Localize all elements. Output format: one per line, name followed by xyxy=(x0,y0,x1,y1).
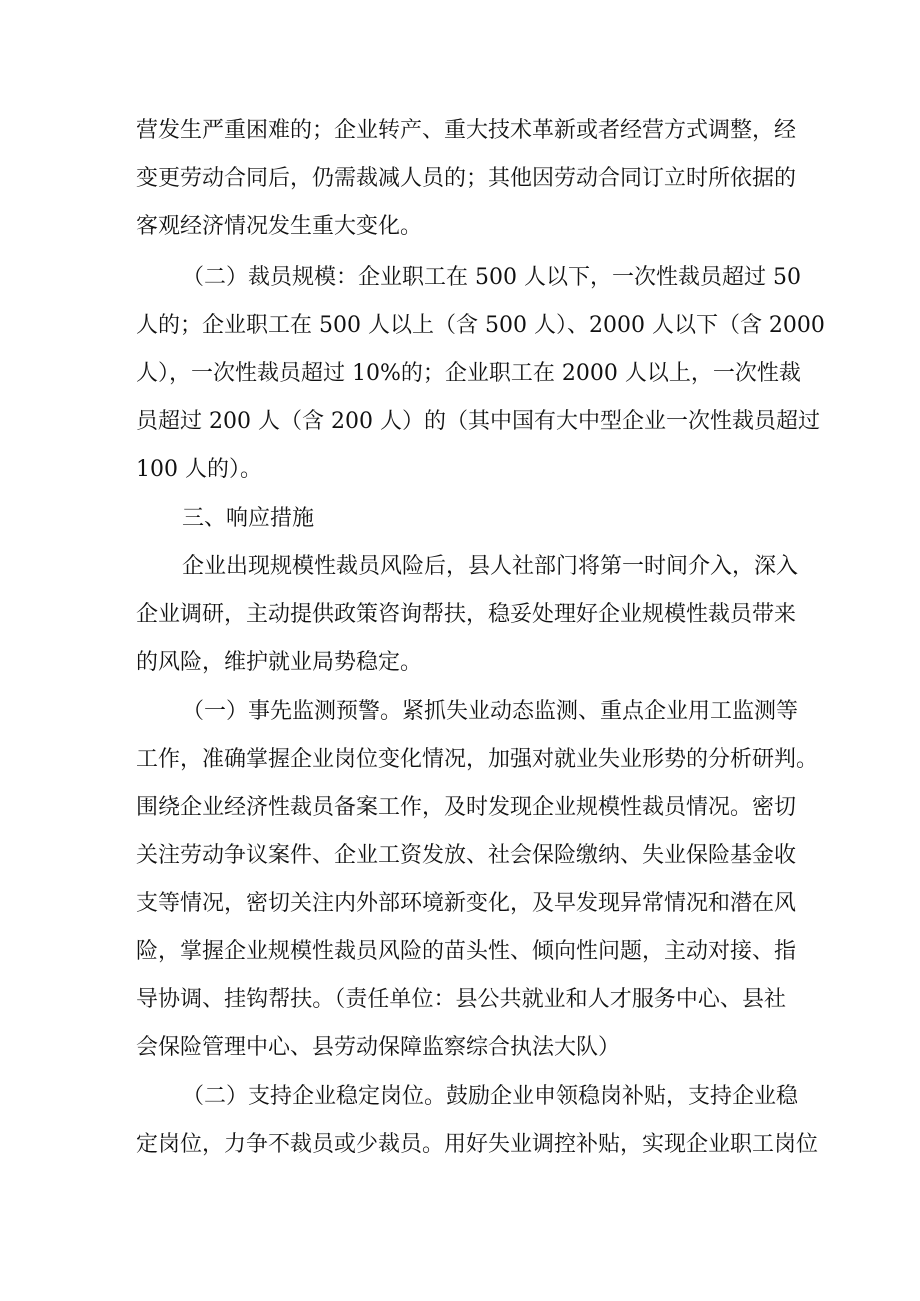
body-line: 客观经济情况发生重大变化。 xyxy=(136,214,423,239)
section-heading: 三、响应措施 xyxy=(182,506,315,531)
body-line: 企业调研，主动提供政策咨询帮扶，稳妥处理好企业规模性裁员带来 xyxy=(136,602,797,627)
body-line: 营发生严重困难的；企业转产、重大技术革新或者经营方式调整，经 xyxy=(136,118,797,143)
body-line: 关注劳动争议案件、企业工资发放、社会保险缴纳、失业保险基金收 xyxy=(136,843,797,868)
body-line: 人），一次性裁员超过 10%的；企业职工在 2000 人以上，一次性裁 xyxy=(136,361,801,386)
body-line: 的风险，维护就业局势稳定。 xyxy=(136,650,423,675)
body-line: 工作，准确掌握企业岗位变化情况，加强对就业失业形势的分析研判。 xyxy=(136,747,819,772)
body-line: 员超过 200 人（含 200 人）的（其中国有大中型企业一次性裁员超过 xyxy=(136,409,820,434)
body-line: 人的；企业职工在 500 人以上（含 500 人）、2000 人以下（含 2000 xyxy=(136,313,825,338)
body-line: 围绕企业经济性裁员备案工作，及时发现企业规模性裁员情况。密切 xyxy=(136,795,797,820)
body-line: 导协调、挂钩帮扶。（责任单位：县公共就业和人才服务中心、县社 xyxy=(136,987,786,1012)
body-line: 变更劳动合同后，仍需裁减人员的；其他因劳动合同订立时所依据的 xyxy=(136,166,797,191)
paragraph-first-line: （二）裁员规模：企业职工在 500 人以下，一次性裁员超过 50 xyxy=(182,265,801,290)
paragraph-first-line: （一）事先监测预警。紧抓失业动态监测、重点企业用工监测等 xyxy=(182,699,799,724)
paragraph-first-line: （二）支持企业稳定岗位。鼓励企业申领稳岗补贴，支持企业稳 xyxy=(182,1084,799,1109)
body-line: 定岗位，力争不裁员或少裁员。用好失业调控补贴，实现企业职工岗位 xyxy=(136,1132,819,1157)
paragraph-first-line: 企业出现规模性裁员风险后，县人社部门将第一时间介入，深入 xyxy=(182,554,799,579)
body-line: 100 人的）。 xyxy=(136,457,262,482)
body-line: 支等情况，密切关注内外部环境新变化，及早发现异常情况和潜在风 xyxy=(136,891,797,916)
body-line: 会保险管理中心、县劳动保障监察综合执法大队） xyxy=(136,1035,621,1060)
body-line: 险，掌握企业规模性裁员风险的苗头性、倾向性问题，主动对接、指 xyxy=(136,939,797,964)
